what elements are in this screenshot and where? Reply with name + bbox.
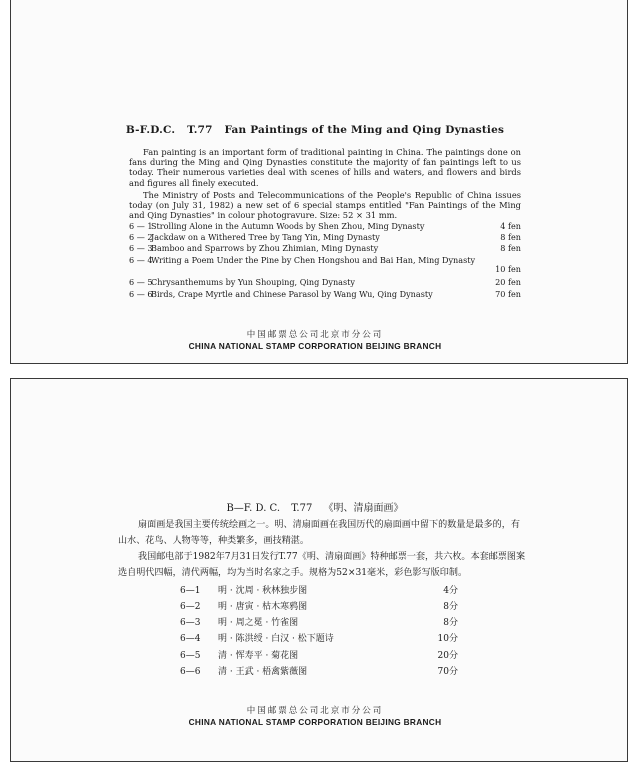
english-title bbox=[0, 124, 630, 136]
stamp-title: Chrysanthemums by Yun Shouping, Qing Dynasty bbox=[151, 277, 355, 287]
chinese-title-number: T.77 bbox=[291, 503, 313, 514]
stamp-title: 明 · 周之冕 · 竹雀图 bbox=[218, 618, 299, 628]
chinese-paragraph-2-text: 我国邮电部于1982年7月31日发行T.77《明、清扇面画》特种邮票一套，共六枚。本套邮票图案选自明代四幅，清代两幅，均为当时名家之手。规格为52×31毫米，彩色影写版印制。 bbox=[118, 552, 526, 578]
stamp-value: 10 fen bbox=[495, 264, 521, 274]
stamp-title: 明 · 沈周 · 秋林独步图 bbox=[218, 586, 308, 596]
english-paragraph-2 bbox=[129, 190, 521, 221]
stamp-number: 6 — 1 bbox=[129, 221, 153, 231]
stamp-number: 6—5 bbox=[180, 651, 201, 661]
stamp-number: 6 — 5 bbox=[129, 277, 153, 287]
stamp-value: 8分 bbox=[443, 618, 458, 628]
chinese-card-footer-chinese: 中国邮票总公司北京市分公司 bbox=[246, 706, 384, 716]
stamp-value: 8分 bbox=[443, 602, 458, 612]
chinese-title bbox=[0, 499, 630, 514]
english-title-code: B-F.D.C. bbox=[125, 124, 176, 136]
stamp-number: 6—3 bbox=[180, 618, 201, 628]
english-card-footer-english: CHINA NATIONAL STAMP CORPORATION BEIJING BRANCH bbox=[188, 341, 442, 351]
english-title-number: T.77 bbox=[187, 124, 213, 136]
stamp-title: Strolling Alone in the Autumn Woods by Shen Zhou, Ming Dynasty bbox=[151, 221, 425, 231]
stamp-number: 6 — 4 bbox=[129, 255, 153, 265]
stamp-value: 8 fen bbox=[500, 243, 521, 253]
chinese-title-code: B—F. D. C. bbox=[226, 503, 281, 514]
stamp-number: 6—1 bbox=[180, 586, 201, 596]
stamp-value: 4分 bbox=[443, 586, 458, 596]
stamp-value: 70分 bbox=[437, 667, 458, 677]
stamp-title: 清 · 恽寿平 · 菊花图 bbox=[218, 651, 299, 661]
stamp-number: 6—6 bbox=[180, 667, 201, 677]
stamp-title: Birds, Crape Myrtle and Chinese Parasol by Wang Wu, Qing Dynasty bbox=[151, 289, 433, 299]
chinese-card-footer-english: CHINA NATIONAL STAMP CORPORATION BEIJING BRANCH bbox=[188, 717, 442, 727]
stamp-number: 6 — 3 bbox=[129, 243, 153, 253]
stamp-title: Writing a Poem Under the Pine by Chen Hongshou and Bai Han, Ming Dynasty bbox=[151, 255, 476, 265]
stamp-number: 6 — 6 bbox=[129, 289, 153, 299]
stamp-number: 6 — 2 bbox=[129, 232, 153, 242]
stamp-value: 70 fen bbox=[495, 289, 521, 299]
chinese-paragraph-2 bbox=[118, 549, 528, 581]
chinese-paragraph-1-text: 扇面画是我国主要传统绘画之一。明、清扇面画在我国历代的扇面画中留下的数量是最多的，有山水、花鸟、人物等等，种类繁多，画技精湛。 bbox=[118, 520, 520, 546]
stamp-title: 清 · 王武 · 梧禽紫薇图 bbox=[218, 667, 308, 677]
english-paragraph-1 bbox=[129, 147, 521, 188]
english-paragraph-1-text: Fan painting is an important form of traditional painting in China. The paintings done on fans during the Ming and Qing Dynasties constitute the majority of fan paintings left to us today. Their numerous varieties deal with scenes of hills and waters, and flowers and birds and figures all finely executed. bbox=[129, 147, 521, 188]
stamp-value: 20 fen bbox=[495, 277, 521, 287]
english-paragraph-2-text: The Ministry of Posts and Telecommunications of the People's Republic of China issues today (on July 31, 1982) a new set of 6 special stamps entitled "Fan Paintings of the Ming and Qing Dynasties" in colour photogravure. Size: 52 × 31 mm. bbox=[129, 190, 521, 221]
stamp-value: 8 fen bbox=[500, 232, 521, 242]
stamp-number: 6—4 bbox=[180, 634, 201, 644]
chinese-paragraph-1 bbox=[118, 517, 528, 549]
stamp-value: 20分 bbox=[437, 651, 458, 661]
stamp-title: 明 · 唐寅 · 枯木寒鸦图 bbox=[218, 602, 308, 612]
stamp-title: Bamboo and Sparrows by Zhou Zhimian, Ming Dynasty bbox=[151, 243, 379, 253]
english-card-footer-chinese: 中国邮票总公司北京市分公司 bbox=[246, 330, 384, 340]
stamp-number: 6—2 bbox=[180, 602, 201, 612]
stamp-title: Jackdaw on a Withered Tree by Tang Yin, Ming Dynasty bbox=[151, 232, 380, 242]
stamp-value: 4 fen bbox=[500, 221, 521, 231]
chinese-title-name: 《明、清扇面画》 bbox=[323, 503, 404, 514]
stamp-value: 10分 bbox=[437, 634, 458, 644]
stamp-title: 明 · 陈洪绶 · 白汉 · 松下题诗 bbox=[218, 634, 334, 644]
english-title-name: Fan Paintings of the Ming and Qing Dynasties bbox=[224, 124, 505, 136]
